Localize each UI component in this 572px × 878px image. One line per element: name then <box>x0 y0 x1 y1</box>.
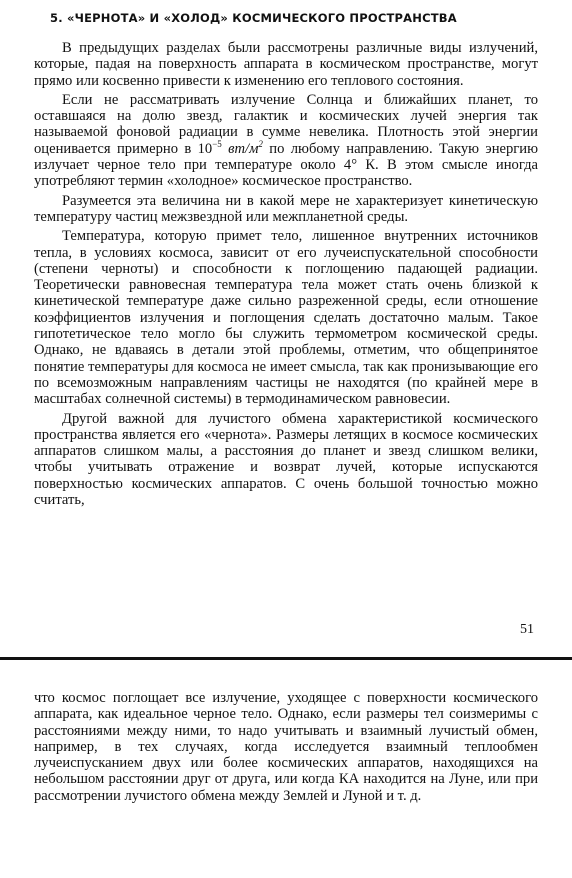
main-text <box>34 40 538 511</box>
paragraph-2-part-b: по любому направлению. Такую энергию излучает черное тело при температуре около 4° К. В этом смысле иногда употребляют термин «холодное» космическое пространство. <box>34 140 538 190</box>
energy-unit-exponent: 2 <box>258 138 263 149</box>
paragraph-5: Другой важной для лучистого обмена характеристикой космического пространства является его «чернота». Размеры летящих в космосе космических аппаратов слишком малы, а расстояния до планет и звезд слишком велики, чтобы учитывать отражение и возврат лучей, которые испускаются поверхностью космических аппаратов. С очень большой точностью можно считать, <box>34 410 538 509</box>
paragraph-3: Разумеется эта величина ни в какой мере не характеризует кинетическую температуру частиц межзвездной или межпланетной среды. <box>34 192 538 225</box>
paragraph-2 <box>34 92 538 190</box>
energy-unit <box>228 138 263 157</box>
next-page-text <box>34 690 538 804</box>
paragraph-1: В предыдущих разделах были рассмотрены различные виды излучений, которые, падая на поверхность аппарата в космическом пространстве, могут прямо или косвенно привести к изменению его теплового состояния. <box>34 40 538 89</box>
continued-paragraph: что космос поглощает все излучение, уходящее с поверхности космического аппарата, как идеальное черное тело. Однако, если размеры тел соизмеримы с расстояниями между ними, то надо учитывать и взаимный лучистый обмен, например, в тех случаях, когда исследуется взаимный теплообмен лучеиспусканием двух или более космических аппаратов, находящихся на небольшом расстоянии друг от друга, или когда КА находится на Луне, или при рассмотрении лучистого обмена между Землей и Луной и т. д. <box>34 690 538 804</box>
page-number: 51 <box>520 622 534 637</box>
section-title: 5. «ЧЕРНОТА» И «ХОЛОД» КОСМИЧЕСКОГО ПРОСТРАНСТВА <box>50 11 457 25</box>
energy-unit-base: вт/м <box>228 140 259 157</box>
energy-exponent: −5 <box>212 138 222 149</box>
paragraph-4: Температура, которую примет тело, лишенное внутренних источников тепла, в условиях космоса, зависит от его лучеиспускательной способности (степени черноты) и способности к поглощению падающей радиации. Теоретически равновесная температура тела может стать очень близкой к кинетической температуре даже сильно разреженной среды, если отношение коэффициентов излучения и поглощения сделать достаточно малым. Такое гипотетическое тело могло бы служить термометром космической среды. Однако, не вдаваясь в детали этой проблемы, отметим, что общепринятое понятие температуры для космоса не имеет смысла, так как пронизывающие его по всемозможным направлениям частицы не находятся (по крайней мере в масштабах солнечной системы) в термодинамическом равновесии. <box>34 228 538 408</box>
page-divider <box>0 657 572 660</box>
paragraph-2-part-a: Если не рассматривать излучение Солнца и ближайших планет, то оставшаяся на долю звезд, галактик и космических лучей энергия так называемой фоновой радиации в сумме невелика. Плотность этой энергии оценивается примерно в 10 <box>34 91 538 157</box>
